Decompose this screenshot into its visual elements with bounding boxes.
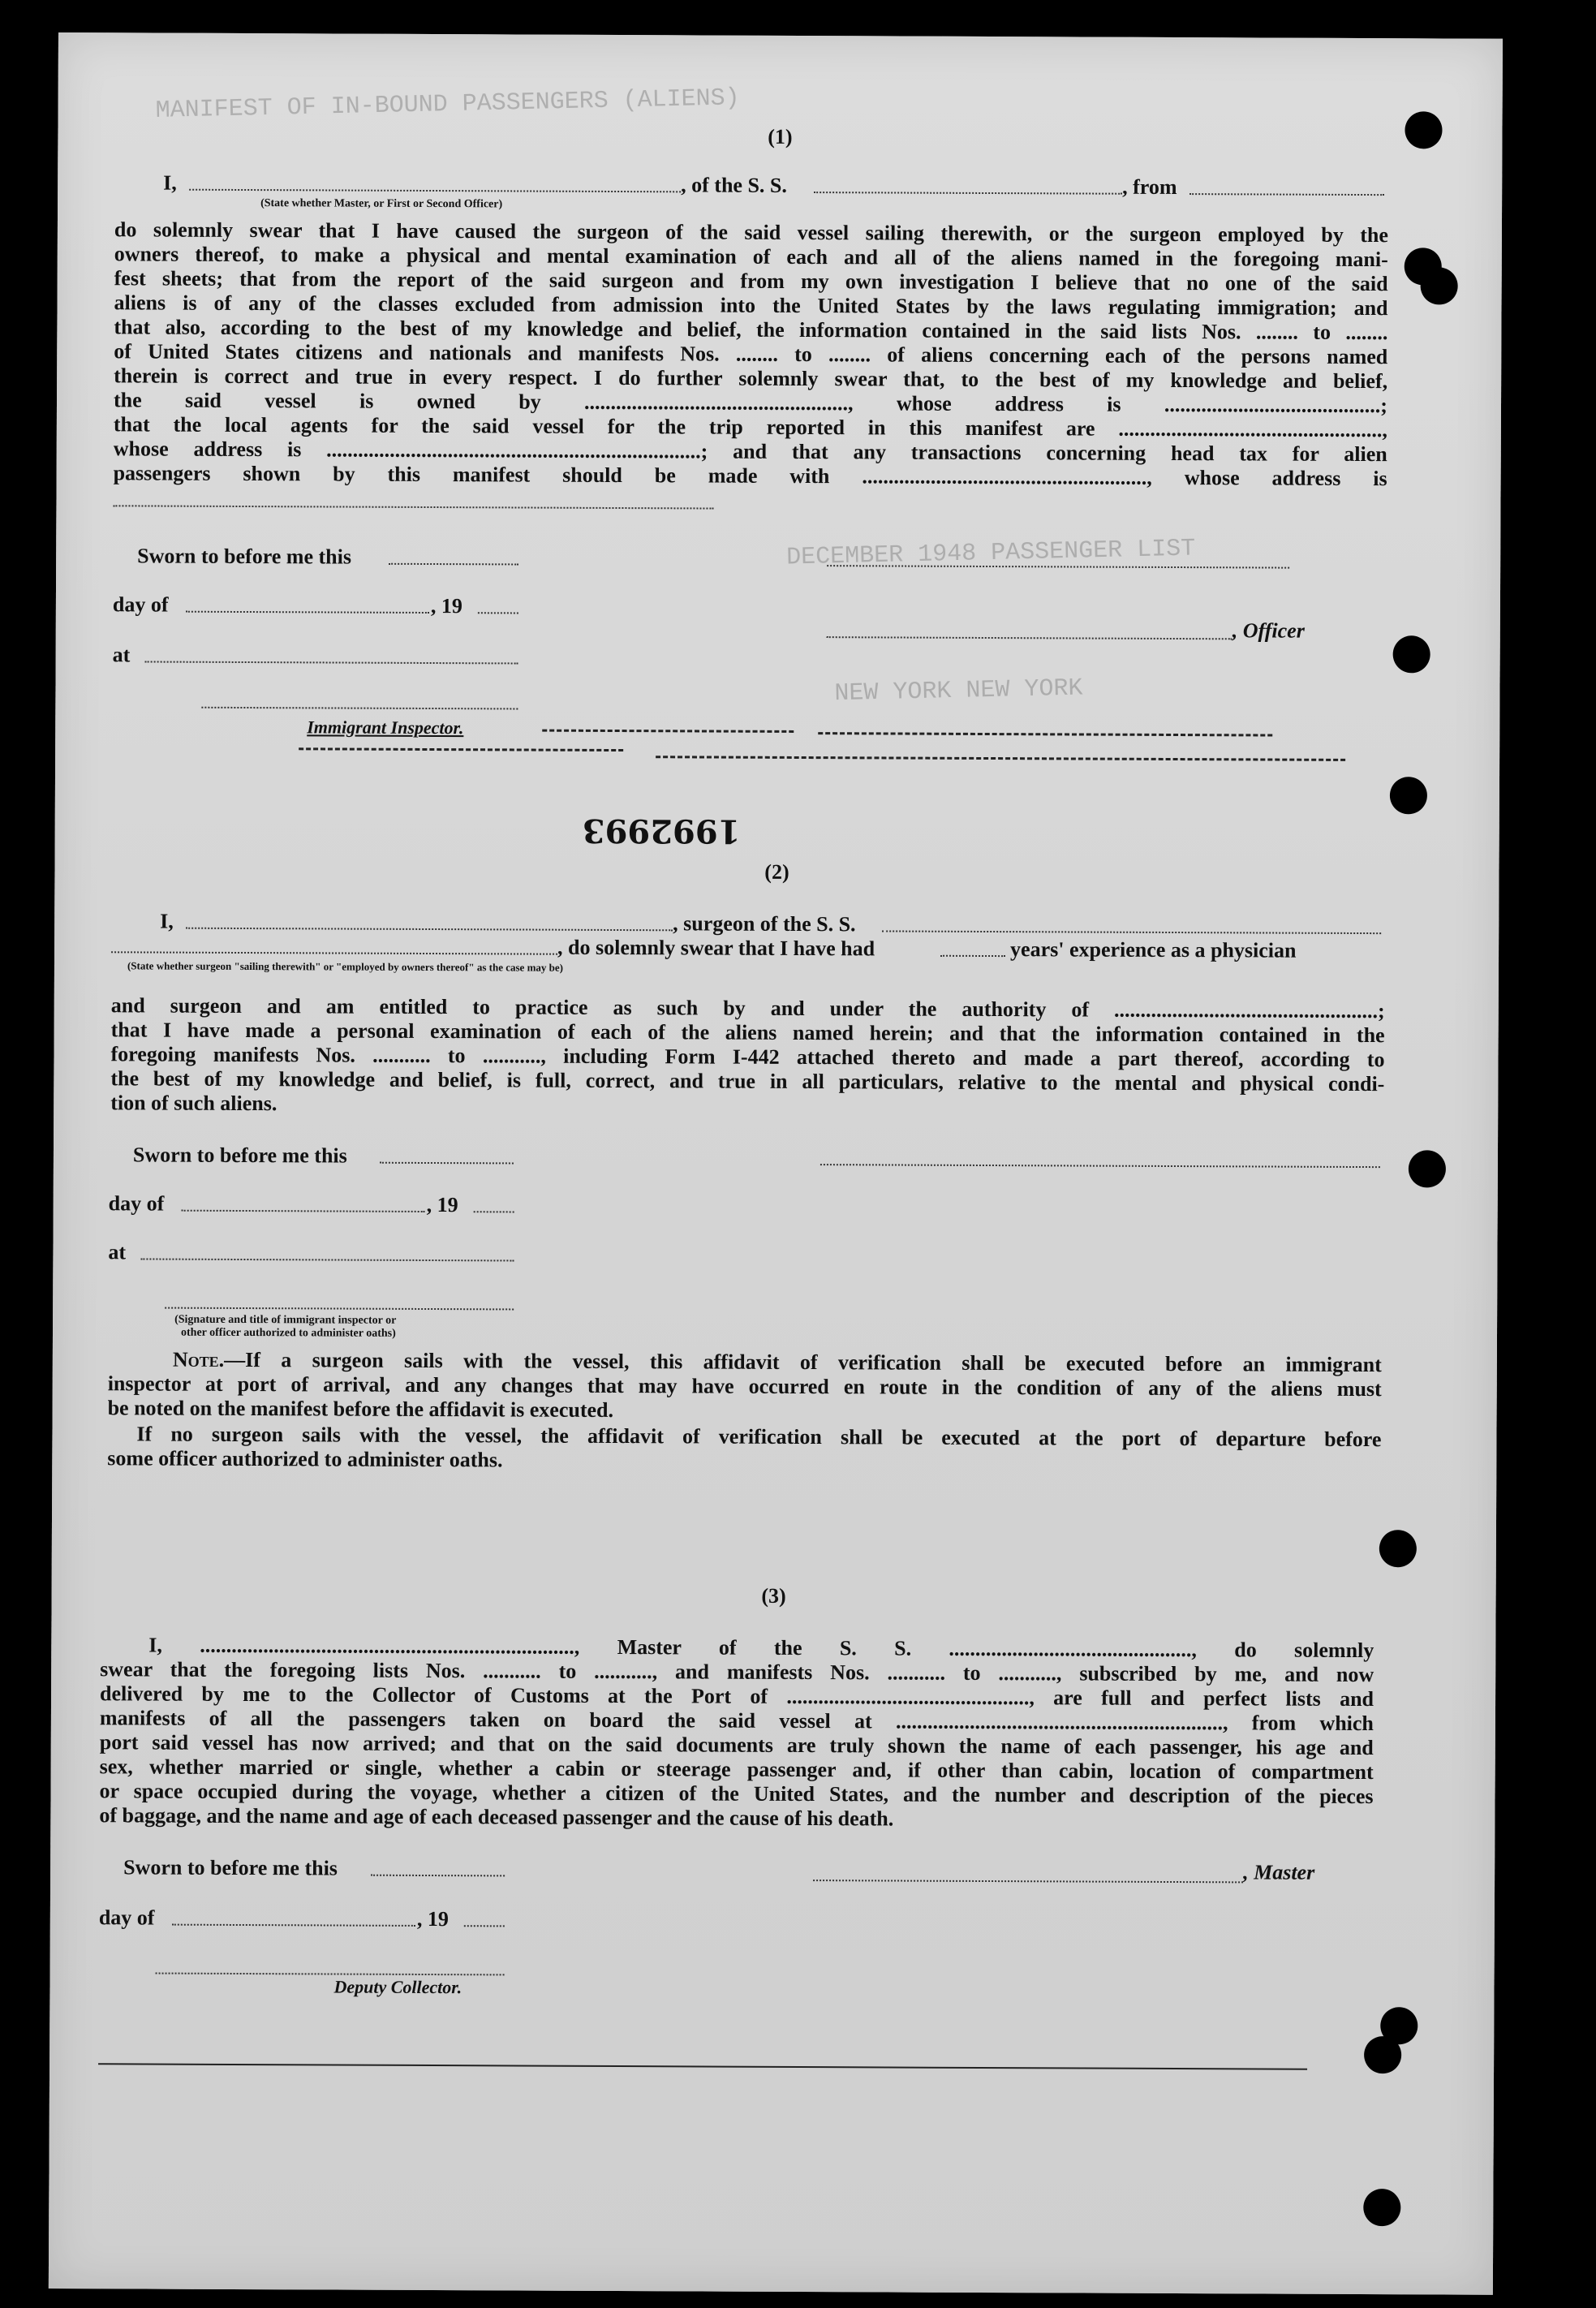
signature-note-1: (Signature and title of immigrant inspector or (174, 1313, 397, 1327)
surgeon-of-ss-label: , surgeon of the S. S. (673, 911, 856, 937)
at-field-1 (145, 644, 518, 664)
section-3-body: I, ......................................................................., Master of the S. S. .............................................., do solemnly swear that the foregoing lists Nos. ........... to ..........., and manifests Nos. ........... to ..........., subscribed by me, and now delivered by me to the Collector of Customs at the Port of .............................................., are full and perfect lists and manifests of all the passengers taken on board the said vessel at .............................................................., from which port said vessel has now arrived; and that on the said documents are truly shown the name of each passenger, his age and sex, whether married or single, whether a cabin or steerage passenger and, if other than cabin, location of compartment or space occupied during the voyage, whether a citizen of the United States, and the number and description of the pieces of baggage, and the name and age of each deceased passenger and the cause of his death. (99, 1633, 1374, 1831)
ship-name-field (814, 175, 1122, 195)
binder-hole (1405, 111, 1442, 149)
day-of-field-1 (186, 595, 429, 614)
oath-i-label-2: I, (160, 909, 174, 933)
year-field-2 (474, 1195, 514, 1212)
surgeon-ship-field (882, 914, 1381, 934)
binder-hole (1363, 2189, 1400, 2226)
swear-label-2: , do solemnly swear that I have had (557, 935, 875, 961)
at-field-2 (140, 1242, 514, 1261)
handwritten-dash-line (818, 732, 1272, 736)
handwritten-dash-line (656, 756, 1345, 761)
master-label: , Master (1243, 1860, 1315, 1884)
section-3-number: (3) (761, 1583, 786, 1608)
note-block-2: If no surgeon sails with the vessel, the affidavit of verification shall be executed at the port of departure before some officer authorized to administer oaths. (107, 1422, 1382, 1472)
at-label-1: at (112, 643, 131, 667)
immigrant-officer-signature-field (165, 1291, 514, 1311)
years-label: years' experience as a physician (1010, 937, 1297, 962)
sworn-label-3: Sworn to before me this (123, 1855, 338, 1880)
year-field-1 (478, 596, 518, 614)
oath-i-label: I, (163, 170, 177, 195)
year-label-2: , 19 (426, 1192, 458, 1217)
note-label: Note. (172, 1347, 225, 1371)
handwritten-dash-line (542, 730, 794, 733)
year-label-3: , 19 (416, 1906, 449, 1931)
binder-hole (1409, 1150, 1446, 1187)
document-page (49, 32, 1503, 2295)
sworn-date-field-3 (371, 1858, 505, 1877)
surgeon-status-field (111, 935, 557, 954)
handwritten-dash-line (299, 747, 623, 751)
binder-hole (1390, 777, 1427, 814)
signature-note-2: other officer authorized to administer oaths) (180, 1326, 396, 1340)
inspector-label: Immigrant Inspector. (307, 717, 464, 738)
bleed-through-text: MANIFEST OF IN-BOUND PASSENGERS (ALIENS) (155, 84, 741, 125)
year-label-1: , 19 (430, 594, 462, 618)
note-block: Note.—If a surgeon sails with the vessel, this affidavit of verification shall be executed before an immigrant inspector at port of arrival, and any changes that may have occurred en route in the condition of any of the aliens must be noted on the manifest before the affidavit is executed. (107, 1347, 1382, 1423)
bottom-rule (98, 2063, 1307, 2070)
surgeon-note: (State whether surgeon "sailing therewith" or "employed by owners thereof" as the case may be) (127, 959, 564, 974)
inspector-signature-field (201, 691, 518, 710)
section-2-number: (2) (764, 859, 789, 884)
of-ss-label: , of the S. S. (681, 173, 787, 197)
officer-note: (State whether Master, or First or Second Officer) (260, 197, 503, 211)
from-port-field (1189, 177, 1384, 196)
from-label: , from (1122, 174, 1177, 200)
officer-signature-field (827, 620, 1232, 639)
bleed-through-text: DECEMBER 1948 PASSENGER LIST (785, 535, 1196, 572)
address-continuation-field (113, 489, 713, 509)
master-signature-field (813, 1863, 1243, 1883)
sworn-label-2: Sworn to before me this (132, 1143, 347, 1168)
sworn-label-1: Sworn to before me this (137, 544, 352, 569)
section-1-number: (1) (768, 124, 793, 149)
section-2-body: and surgeon and am entitled to practice as such by and under the authority of ..................................................; that I have made a personal examination of each of the aliens named herein; and that the information contained in the foregoing manifests Nos. ........... to ..........., including Form I-442 attached thereto and made a part thereof, according to the best of my knowledge and belief, is full, correct, and true in all particulars, relative to the mental and physical condi- tion of such aliens. (110, 993, 1385, 1116)
stamp-number: 1992993 (582, 811, 741, 850)
deputy-collector-signature-field (156, 1957, 505, 1976)
at-label-2: at (108, 1240, 127, 1264)
section-1-body: do solemnly swear that I have caused the surgeon of the said vessel sailing therewith, or the surgeon employed by the owners thereof, to make a physical and mental examination of each and all of the aliens named in the foregoing mani- fest sheets; that from the report of the said surgeon and from my own investigation I believe that no one of the said aliens is of any of the classes excluded from admission into the United States by the laws regulating immigration; and that also, according to the best of my knowledge and belief, the information contained in the said lists Nos. ........ to ........ of United States citizens and nationals and manifests Nos. ........ to ........ of aliens concerning each of the persons named therein is correct and true in every respect. I do further solemnly swear that, to the best of my knowledge and belief, the said vessel is owned by .................................................., whose address is .........................................; that the local agents for the said vessel for the trip reported in this manifest are .................................................., whose address is .......................................................................; and that any transactions concerning head tax for alien passengers shown by this manifest should be made with ......................................................, whose address is (113, 217, 1388, 491)
officer-name-field (189, 173, 681, 193)
year-field-3 (464, 1909, 505, 1927)
officer-signature-field-top (827, 549, 1289, 568)
officer-label: , Officer (1232, 618, 1305, 643)
day-of-label-1: day of (112, 592, 169, 617)
binder-hole (1364, 2036, 1401, 2073)
sworn-date-field-1 (389, 547, 518, 566)
years-field (940, 939, 1005, 957)
surgeon-name-field (186, 911, 673, 932)
sworn-date-field-2 (380, 1146, 514, 1165)
day-of-label-3: day of (98, 1905, 155, 1930)
binder-hole (1393, 635, 1430, 673)
binder-hole (1421, 267, 1458, 304)
day-of-label-2: day of (108, 1191, 165, 1216)
deputy-collector-label: Deputy Collector. (333, 1976, 462, 1998)
day-of-field-3 (172, 1908, 415, 1927)
binder-hole (1379, 1530, 1417, 1567)
bleed-through-text: NEW YORK NEW YORK (834, 674, 1083, 708)
surgeon-signature-field (820, 1148, 1380, 1168)
day-of-field-2 (182, 1194, 425, 1212)
